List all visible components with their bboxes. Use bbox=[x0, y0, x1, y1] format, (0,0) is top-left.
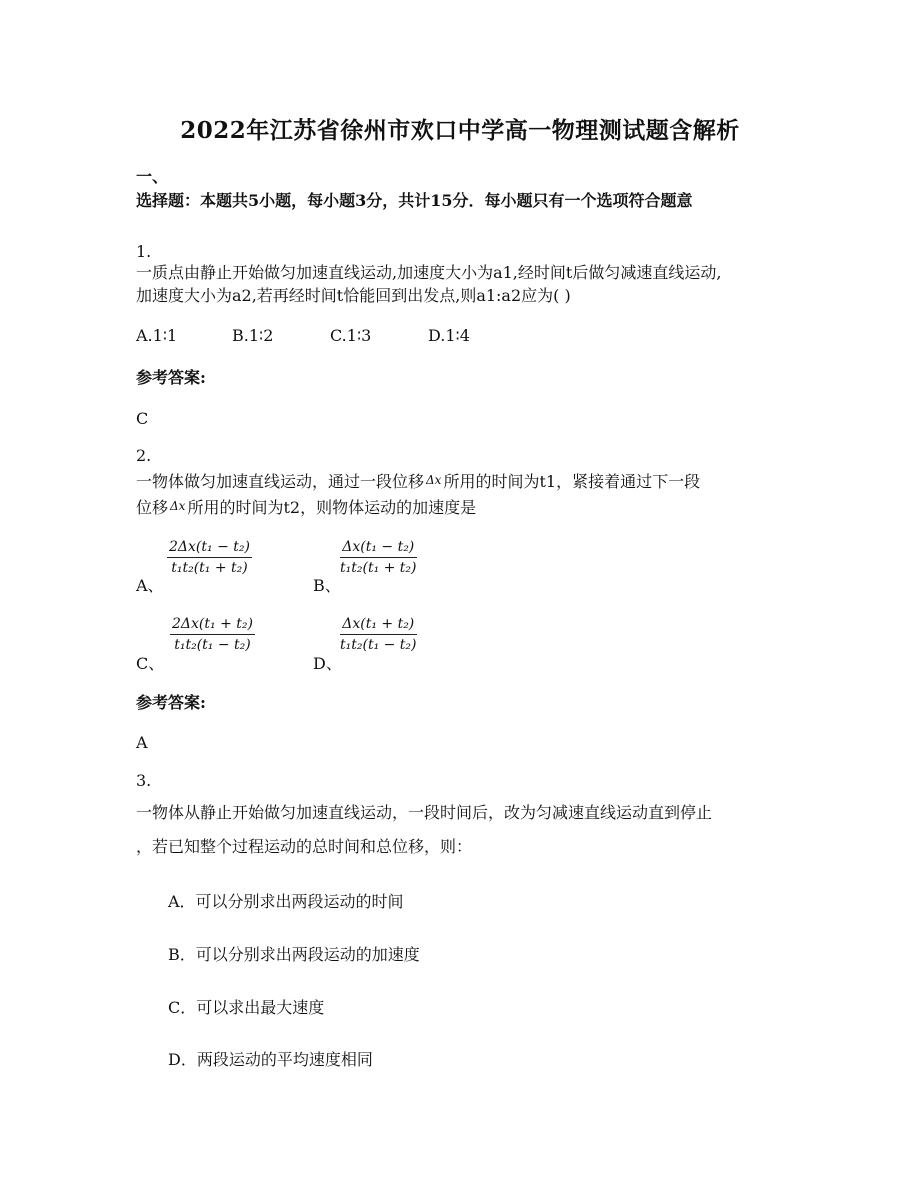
q1-text-line2: 加速度大小为a2,若再经时间t恰能回到出发点,则a1:a2应为( ) bbox=[136, 286, 571, 305]
formula-numerator: Δx(t₁ + t₂) bbox=[340, 616, 417, 635]
q1-choices bbox=[136, 325, 470, 347]
formula-denominator: t₁t₂(t₁ + t₂) bbox=[340, 560, 417, 576]
q2-text-line2-b: 所用的时间为t2，则物体运动的加速度是 bbox=[187, 498, 477, 517]
q2-option-c-formula bbox=[170, 616, 255, 653]
q2-number: 2. bbox=[136, 446, 152, 465]
section-number: 一、 bbox=[136, 167, 169, 186]
q3-text-line2: ，若已知整个过程运动的总时间和总位移，则： bbox=[136, 837, 473, 856]
q2-text-line2-a: 位移 bbox=[136, 498, 169, 517]
q2-option-b-formula bbox=[340, 539, 417, 576]
delta-x-symbol: Δx bbox=[170, 499, 186, 513]
q1-text-line1: 一质点由静止开始做匀加速直线运动,加速度大小为a1,经时间t后做匀减速直线运动, bbox=[136, 263, 722, 282]
q2-text-line1 bbox=[136, 469, 700, 493]
q2-option-a-label: A、 bbox=[136, 576, 164, 595]
q2-text-line1-a: 一物体做匀加速直线运动，通过一段位移 bbox=[136, 472, 425, 491]
q3-number: 3. bbox=[136, 771, 152, 790]
delta-x-symbol: Δx bbox=[426, 473, 442, 487]
formula-numerator: 2Δx(t₁ + t₂) bbox=[170, 616, 255, 635]
q1-choice-c: C.1∶3 bbox=[330, 326, 372, 345]
q2-option-b-label: B、 bbox=[313, 576, 341, 595]
q1-choice-d: D.1∶4 bbox=[428, 326, 470, 345]
q1-answer: C bbox=[136, 409, 149, 428]
q2-text-line2 bbox=[136, 495, 476, 519]
q3-option-b: B．可以分别求出两段运动的加速度 bbox=[168, 945, 420, 964]
q2-option-c-label: C、 bbox=[136, 654, 165, 673]
section-heading: 选择题：本题共5小题，每小题3分，共计15分．每小题只有一个选项符合题意 bbox=[136, 191, 693, 210]
q2-option-d-formula bbox=[340, 616, 417, 653]
page-title: 2022年江苏省徐州市欢口中学高一物理测试题含解析 bbox=[180, 117, 740, 144]
q1-number: 1. bbox=[136, 242, 152, 261]
q3-option-c: C．可以求出最大速度 bbox=[168, 998, 325, 1017]
q3-option-a: A．可以分别求出两段运动的时间 bbox=[168, 892, 404, 911]
q2-answer: A bbox=[136, 733, 148, 752]
formula-denominator: t₁t₂(t₁ − t₂) bbox=[340, 637, 417, 653]
formula-numerator: 2Δx(t₁ − t₂) bbox=[167, 539, 252, 558]
q2-answer-label: 参考答案: bbox=[136, 693, 206, 712]
q2-text-line1-b: 所用的时间为t1，紧接着通过下一段 bbox=[443, 472, 701, 491]
q2-option-d-label: D、 bbox=[313, 654, 342, 673]
formula-numerator: Δx(t₁ − t₂) bbox=[340, 539, 417, 558]
q3-option-d: D．两段运动的平均速度相同 bbox=[168, 1050, 373, 1069]
q3-text-line1: 一物体从静止开始做匀加速直线运动，一段时间后，改为匀减速直线运动直到停止 bbox=[136, 803, 713, 822]
q1-choice-b: B.1∶2 bbox=[232, 326, 274, 345]
formula-denominator: t₁t₂(t₁ + t₂) bbox=[171, 560, 248, 576]
q1-choice-a: A.1∶1 bbox=[136, 326, 178, 345]
q1-answer-label: 参考答案: bbox=[136, 368, 206, 387]
formula-denominator: t₁t₂(t₁ − t₂) bbox=[174, 637, 251, 653]
q2-option-a-formula bbox=[167, 539, 252, 576]
